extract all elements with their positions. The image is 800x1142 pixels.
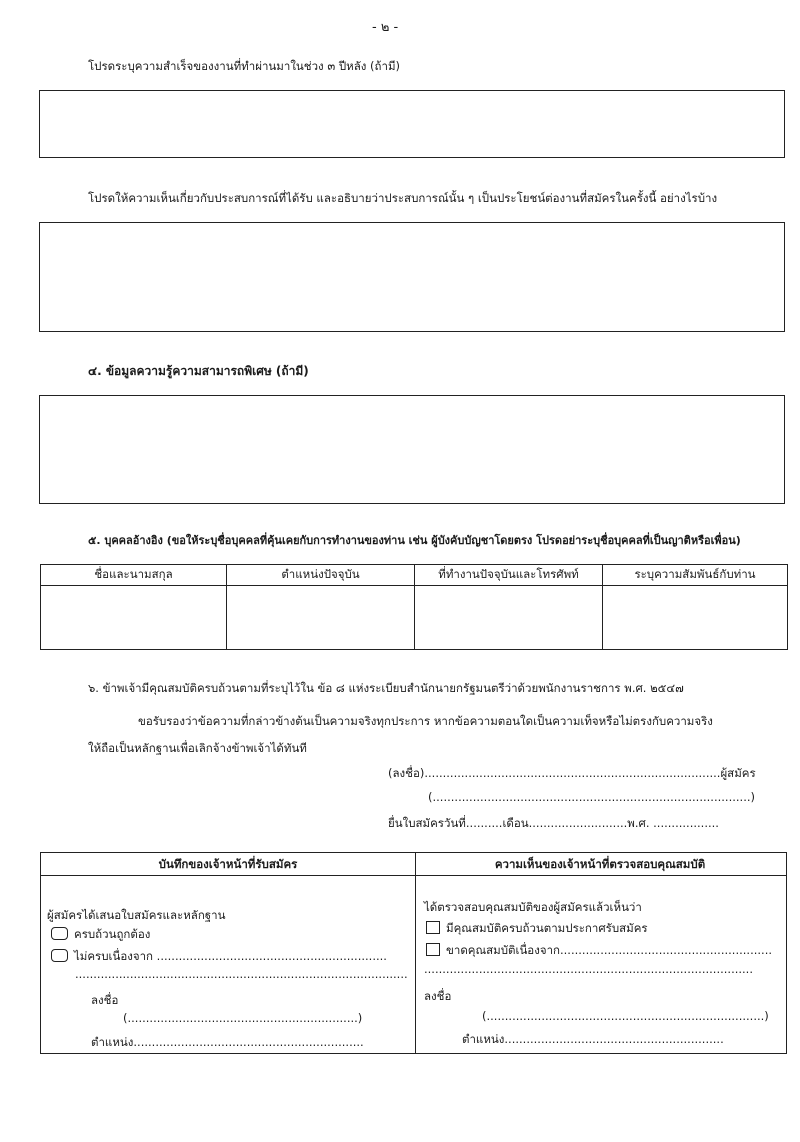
special-skills-answer-box[interactable] <box>39 395 785 504</box>
references-table <box>40 564 788 650</box>
achievements-answer-box[interactable] <box>39 90 785 158</box>
references-table-header <box>41 565 788 586</box>
incomplete-option[interactable] <box>51 948 387 966</box>
references-heading: ๕. บุคคลอ้างอิง (ขอให้ระบุชื่อบุคคลที่คุ้นเคยกับการทำงานของท่าน เช่น ผู้บังคับบัญชาโดยตรง โปรดอย่าระบุชื่อบุคคลที่เป็นญาติหรือเพื่อน) <box>88 534 741 547</box>
applicant-signature-line[interactable]: (ลงชื่อ).................................................................................ผู้สมัคร <box>388 766 756 780</box>
checkbox-icon[interactable] <box>51 927 68 940</box>
receiving-name-line[interactable]: (...............................................................) <box>123 1011 363 1025</box>
verifying-name-line[interactable]: (............................................................................) <box>482 1009 769 1023</box>
col-name-header: ชื่อและนามสกุล <box>41 565 227 586</box>
experience-answer-box[interactable] <box>39 222 785 332</box>
verifying-officer-title: ความเห็นของเจ้าหน้าที่ตรวจสอบคุณสมบัติ <box>414 853 786 876</box>
checkbox-icon[interactable] <box>426 921 440 934</box>
reference-name-cell[interactable] <box>41 586 227 650</box>
receiving-officer-title: บันทึกของเจ้าหน้าที่รับสมัคร <box>41 853 415 876</box>
complete-option[interactable] <box>51 926 150 944</box>
qualified-option-label: มีคุณสมบัติครบถ้วนตามประกาศรับสมัคร <box>446 921 648 935</box>
col-position-header: ตำแหน่งปัจจุบัน <box>227 565 415 586</box>
reference-position-cell[interactable] <box>227 586 415 650</box>
reference-workplace-cell[interactable] <box>415 586 603 650</box>
unqualified-option[interactable] <box>426 942 772 960</box>
col-workplace-header: ที่ทำงานปัจจุบันและโทรศัพท์ <box>415 565 603 586</box>
receiving-sign-label: ลงชื่อ <box>91 993 119 1007</box>
experience-question: โปรดให้ความเห็นเกี่ยวกับประสบการณ์ที่ได้รับ และอธิบายว่าประสบการณ์นั้น ๆ เป็นประโยชน์ต่องานที่สมัครในครั้งนี้ อย่างไรบ้าง <box>88 191 718 205</box>
checkbox-icon[interactable] <box>426 943 440 956</box>
verifying-position-line[interactable]: ตำแหน่ง............................................................ <box>462 1032 724 1046</box>
application-date-line[interactable]: ยื่นใบสมัครวันที่..........เดือน...........................พ.ศ. .................. <box>388 816 719 830</box>
certification-line-2: ให้ถือเป็นหลักฐานเพื่อเลิกจ้างข้าพเจ้าได้ทันที <box>88 741 307 755</box>
verifying-dotted-line[interactable]: .......................................................................................... <box>424 962 753 976</box>
unqualified-option-label: ขาดคุณสมบัติเนื่องจาก.......................................................... <box>446 943 773 957</box>
col-relationship-header: ระบุความสัมพันธ์กับท่าน <box>603 565 788 586</box>
verifying-sign-label: ลงชื่อ <box>424 989 452 1003</box>
qualification-statement: ๖. ข้าพเจ้ามีคุณสมบัติครบถ้วนตามที่ระบุไว้ใน ข้อ ๘ แห่งระเบียบสำนักนายกรัฐมนตรีว่าด้วยพนักงานราชการ พ.ศ. ๒๕๔๗ <box>88 681 684 695</box>
applicant-name-line[interactable]: (.......................................................................................) <box>428 790 756 804</box>
table-row <box>41 586 788 650</box>
verifying-officer-panel <box>414 852 787 1054</box>
special-skills-heading: ๔. ข้อมูลความรู้ความสามารถพิเศษ (ถ้ามี) <box>88 364 309 378</box>
receiving-position-line[interactable]: ตำแหน่ง............................................................... <box>91 1035 364 1049</box>
verifying-intro: ได้ตรวจสอบคุณสมบัติของผู้สมัครแล้วเห็นว่า <box>424 900 642 914</box>
receiving-officer-panel <box>40 852 416 1054</box>
checkbox-icon[interactable] <box>51 949 68 962</box>
receiving-dotted-line[interactable]: ........................................................................................... <box>75 967 408 981</box>
incomplete-option-label: ไม่ครบเนื่องจาก ............................................................... <box>74 949 387 963</box>
qualified-option[interactable] <box>426 920 648 938</box>
certification-line-1: ขอรับรองว่าข้อความที่กล่าวข้างต้นเป็นความจริงทุกประการ หากข้อความตอนใดเป็นความเท็จหรือไม่ตรงกับความจริง <box>138 714 713 728</box>
achievements-question: โปรดระบุความสำเร็จของงานที่ทำผ่านมาในช่วง ๓ ปีหลัง (ถ้ามี) <box>88 59 401 73</box>
receiving-intro: ผู้สมัครได้เสนอใบสมัครและหลักฐาน <box>47 908 226 922</box>
complete-option-label: ครบถ้วนถูกต้อง <box>74 927 151 941</box>
reference-relationship-cell[interactable] <box>603 586 788 650</box>
page-number: - ๒ - <box>372 20 399 35</box>
